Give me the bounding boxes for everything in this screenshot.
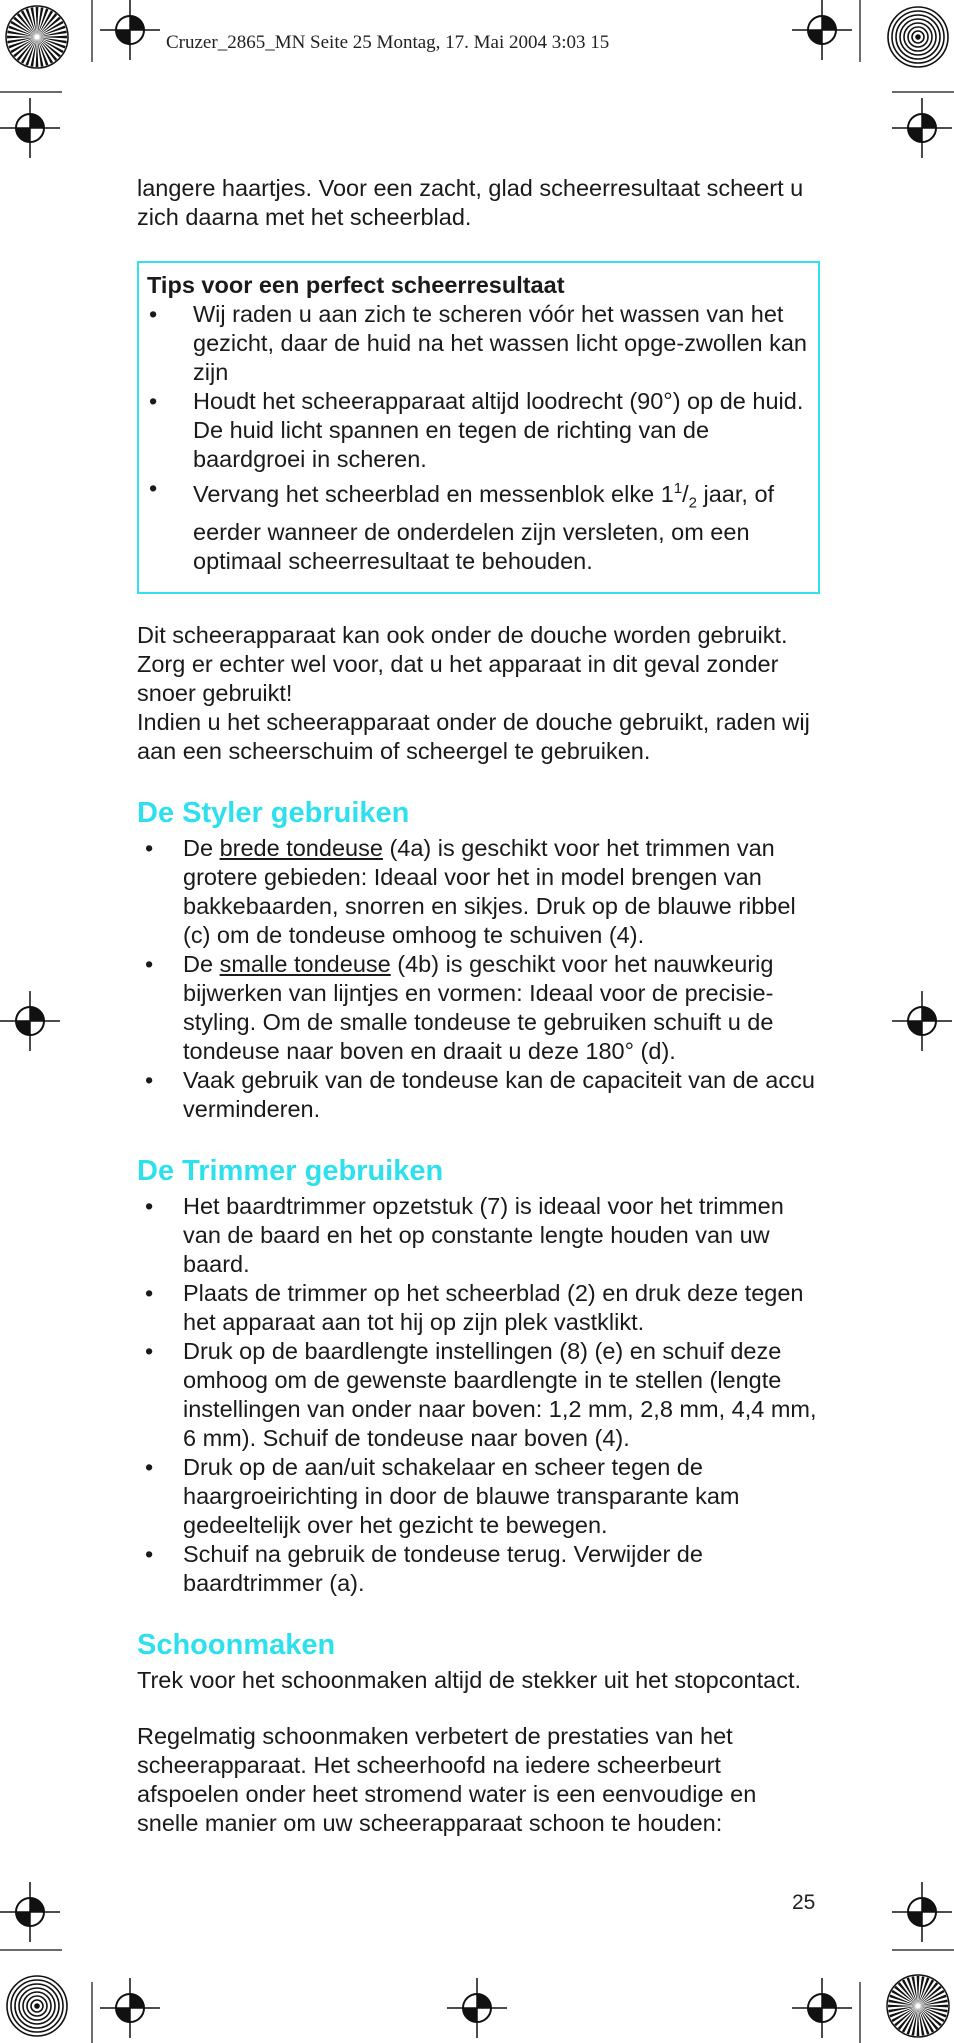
bullet-icon: •	[149, 301, 158, 327]
registration-mark-icon	[100, 1978, 160, 2038]
section-heading-trimmer: De Trimmer gebruiken	[137, 1154, 444, 1187]
registration-mark-icon	[0, 1882, 60, 1942]
page-content	[137, 174, 820, 1838]
registration-mark-icon	[0, 98, 60, 158]
list-item: • Druk op de aan/uit schakelaar en scheer tegen de haargroeirichting in door de blauwe transparante kam gedeeltelijk over het gezicht te bewegen.	[145, 1453, 740, 1538]
registration-mark-icon	[792, 1978, 852, 2038]
tips-item-rest: jaar, of eerder wanneer de onderdelen zijn versleten, om een optimaal scheerresultaat te behouden.	[193, 480, 775, 574]
list-item: • Vervang het scheerblad en messenblok elke $1^1/_2$ jaar, of eerder wanneer de onderdelen zijn versleten, om een optimaal scheerresultaat te behouden.	[149, 475, 775, 574]
registration-mark-icon	[892, 98, 952, 158]
list-item: • Vaak gebruik van de tondeuse kan de capaciteit van de accu verminderen.	[145, 1066, 815, 1122]
concentric-target-icon	[888, 7, 948, 67]
list-item: • De smalle tondeuse (4b) is geschikt voor het nauwkeurig bijwerken van lijntjes en vormen: Ideaal voor de precisie-styling. Om de smalle tondeuse te gebruiken schuift u de tondeuse naar boven en draait u deze 180° (d).	[145, 950, 774, 1064]
registration-mark-icon	[0, 991, 60, 1051]
fraction-whole: 1	[660, 480, 674, 507]
bullet-icon: •	[145, 1337, 154, 1364]
registration-mark-icon	[792, 0, 852, 60]
bullet-icon: •	[149, 475, 158, 501]
running-head: Cruzer_2865_MN Seite 25 Montag, 17. Mai 2004 3:03 15	[166, 32, 610, 53]
tips-title: Tips voor een perfect scheerresultaat	[147, 272, 565, 298]
bullet-icon: •	[145, 950, 154, 977]
list-item: • Wij raden u aan zich te scheren vóór het wassen van het gezicht, daar de huid na het wassen licht opge-zwollen kan zijn	[149, 301, 807, 385]
tips-box	[137, 261, 820, 594]
registration-mark-icon	[447, 1978, 507, 2038]
list-item: • Schuif na gebruik de tondeuse terug. Verwijder de baardtrimmer (a).	[145, 1540, 703, 1596]
styler-list	[137, 834, 820, 1124]
trimmer-list	[137, 1192, 820, 1598]
concentric-target-icon	[7, 1976, 67, 2036]
cleaning-paragraph-2: Regelmatig schoonmaken verbetert de prestaties van het scheerapparaat. Het scheerhoofd na iedere scheerbeurt afspoelen onder heet stromend water is een eenvoudige en snelle manier om uw scheerapparaat schoon te houden:	[137, 1722, 757, 1836]
registration-mark-icon	[892, 991, 952, 1051]
fraction-slash: /	[682, 480, 689, 507]
star-target-icon	[6, 6, 68, 68]
intro-paragraph: langere haartjes. Voor een zacht, glad scheerresultaat scheert u zich daarna met het scheerblad.	[137, 175, 804, 230]
list-item: • Het baardtrimmer opzetstuk (7) is ideaal voor het trimmen van de baard en het op constante lengte houden van uw baard.	[145, 1192, 784, 1277]
bullet-icon: •	[145, 1066, 154, 1093]
page-number: 25	[792, 1891, 816, 1914]
registration-mark-icon	[892, 1882, 952, 1942]
list-item: • Druk op de baardlengte instellingen (8) (e) en schuif deze omhoog om de gewenste baardlengte in te stellen (lengte instellingen van onder naar boven: 1,2 mm, 2,8 mm, 4,4 mm, 6 mm). Schuif de tondeuse naar boven (4).	[145, 1337, 817, 1451]
fraction-denominator: 2	[688, 494, 697, 512]
registration-mark-icon	[100, 0, 160, 60]
bullet-icon: •	[145, 834, 154, 861]
cleaning-paragraph: Trek voor het schoonmaken altijd de stekker uit het stopcontact.	[137, 1666, 802, 1693]
section-heading-cleaning: Schoonmaken	[137, 1628, 336, 1661]
bullet-icon: •	[145, 1453, 154, 1480]
star-target-icon	[887, 1975, 949, 2037]
bullet-icon: •	[149, 388, 158, 414]
list-item: • Plaats de trimmer op het scheerblad (2) en druk deze tegen het apparaat aan tot hij op zijn plek vastklikt.	[145, 1279, 804, 1335]
smalle-tondeuse-term: smalle tondeuse	[219, 950, 391, 977]
shower-paragraph-2: Indien u het scheerapparaat onder de douche gebruikt, raden wij aan een scheerschuim of scheergel te gebruiken.	[137, 708, 810, 764]
bullet-icon: •	[145, 1540, 154, 1567]
section-heading-styler: De Styler gebruiken	[137, 796, 410, 829]
tips-list	[147, 300, 808, 576]
list-item: • Houdt het scheerapparaat altijd loodrecht (90°) op de huid. De huid licht spannen en tegen de richting van de baardgroei in scheren.	[149, 388, 804, 472]
list-item: • De brede tondeuse (4a) is geschikt voor het trimmen van grotere gebieden: Ideaal voor het in model brengen van bakkebaarden, snorren en sikjes. Druk op de blauwe ribbel (c) om de tondeuse omhoog te schuiven (4).	[145, 834, 796, 948]
shower-paragraph: Dit scheerapparaat kan ook onder de douche worden gebruikt. Zorg er echter wel voor, dat u het apparaat in dit geval zonder snoer gebruikt!	[137, 621, 788, 706]
fraction-numerator: 1	[673, 480, 683, 497]
bullet-icon: •	[145, 1192, 154, 1219]
brede-tondeuse-term: brede tondeuse	[219, 834, 383, 861]
bullet-icon: •	[145, 1279, 154, 1306]
